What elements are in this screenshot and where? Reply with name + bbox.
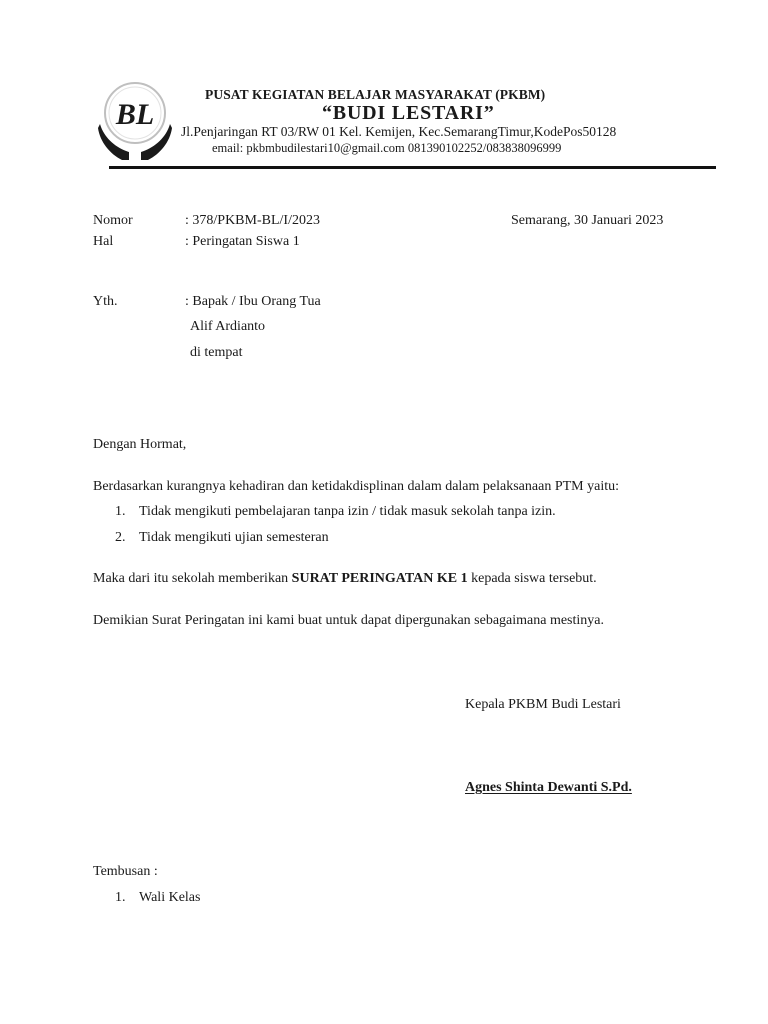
- conclusion-text-start: Maka dari itu sekolah memberikan: [93, 571, 292, 586]
- cc-label: Tembusan :: [93, 864, 158, 879]
- recipient-line-1: : Bapak / Ibu Orang Tua: [185, 294, 321, 309]
- recipient-location: di tempat: [190, 345, 243, 360]
- cc-item-number: 1.: [115, 890, 126, 905]
- closing-paragraph: Demikian Surat Peringatan ini kami buat untuk dapat dipergunakan sebagaimana mestinya.: [93, 613, 604, 628]
- list-item-number: 2.: [115, 530, 126, 545]
- signature-title: Kepala PKBM Budi Lestari: [465, 697, 621, 712]
- conclusion-paragraph: [93, 571, 597, 587]
- cc-item: Wali Kelas: [139, 890, 201, 905]
- hal-value: : Peringatan Siswa 1: [185, 234, 300, 249]
- institution-contact: email: pkbmbudilestari10@gmail.com 081390102252/083838096999: [212, 141, 562, 155]
- logo-lettering: BL: [115, 98, 155, 131]
- institution-title: PUSAT KEGIATAN BELAJAR MASYARAKAT (PKBM): [205, 87, 546, 102]
- nomor-label: Nomor: [93, 213, 133, 228]
- nomor-value: : 378/PKBM-BL/I/2023: [185, 213, 320, 228]
- hal-label: Hal: [93, 234, 114, 249]
- list-item: Tidak mengikuti ujian semesteran: [139, 530, 329, 545]
- place-date: Semarang, 30 Januari 2023: [511, 213, 664, 228]
- letterhead-divider: [109, 166, 716, 169]
- conclusion-text-end: kepada siswa tersebut.: [467, 571, 597, 586]
- signature-name: Agnes Shinta Dewanti S.Pd.: [465, 780, 632, 795]
- intro-paragraph: Berdasarkan kurangnya kehadiran dan ketidakdisplinan dalam dalam pelaksanaan PTM yaitu:: [93, 479, 619, 494]
- recipient-name: Alif Ardianto: [190, 319, 266, 334]
- institution-address: Jl.Penjaringan RT 03/RW 01 Kel. Kemijen, Kec.SemarangTimur,KodePos50128: [181, 124, 617, 139]
- list-item-number: 1.: [115, 504, 126, 519]
- list-item: Tidak mengikuti pembelajaran tanpa izin / tidak masuk sekolah tanpa izin.: [139, 504, 556, 519]
- institution-logo: [96, 80, 174, 166]
- greeting: Dengan Hormat,: [93, 437, 187, 452]
- warning-emphasis: SURAT PERINGATAN KE 1: [291, 571, 468, 586]
- recipient-label: Yth.: [93, 294, 118, 309]
- institution-name: “BUDI LESTARI”: [322, 102, 495, 124]
